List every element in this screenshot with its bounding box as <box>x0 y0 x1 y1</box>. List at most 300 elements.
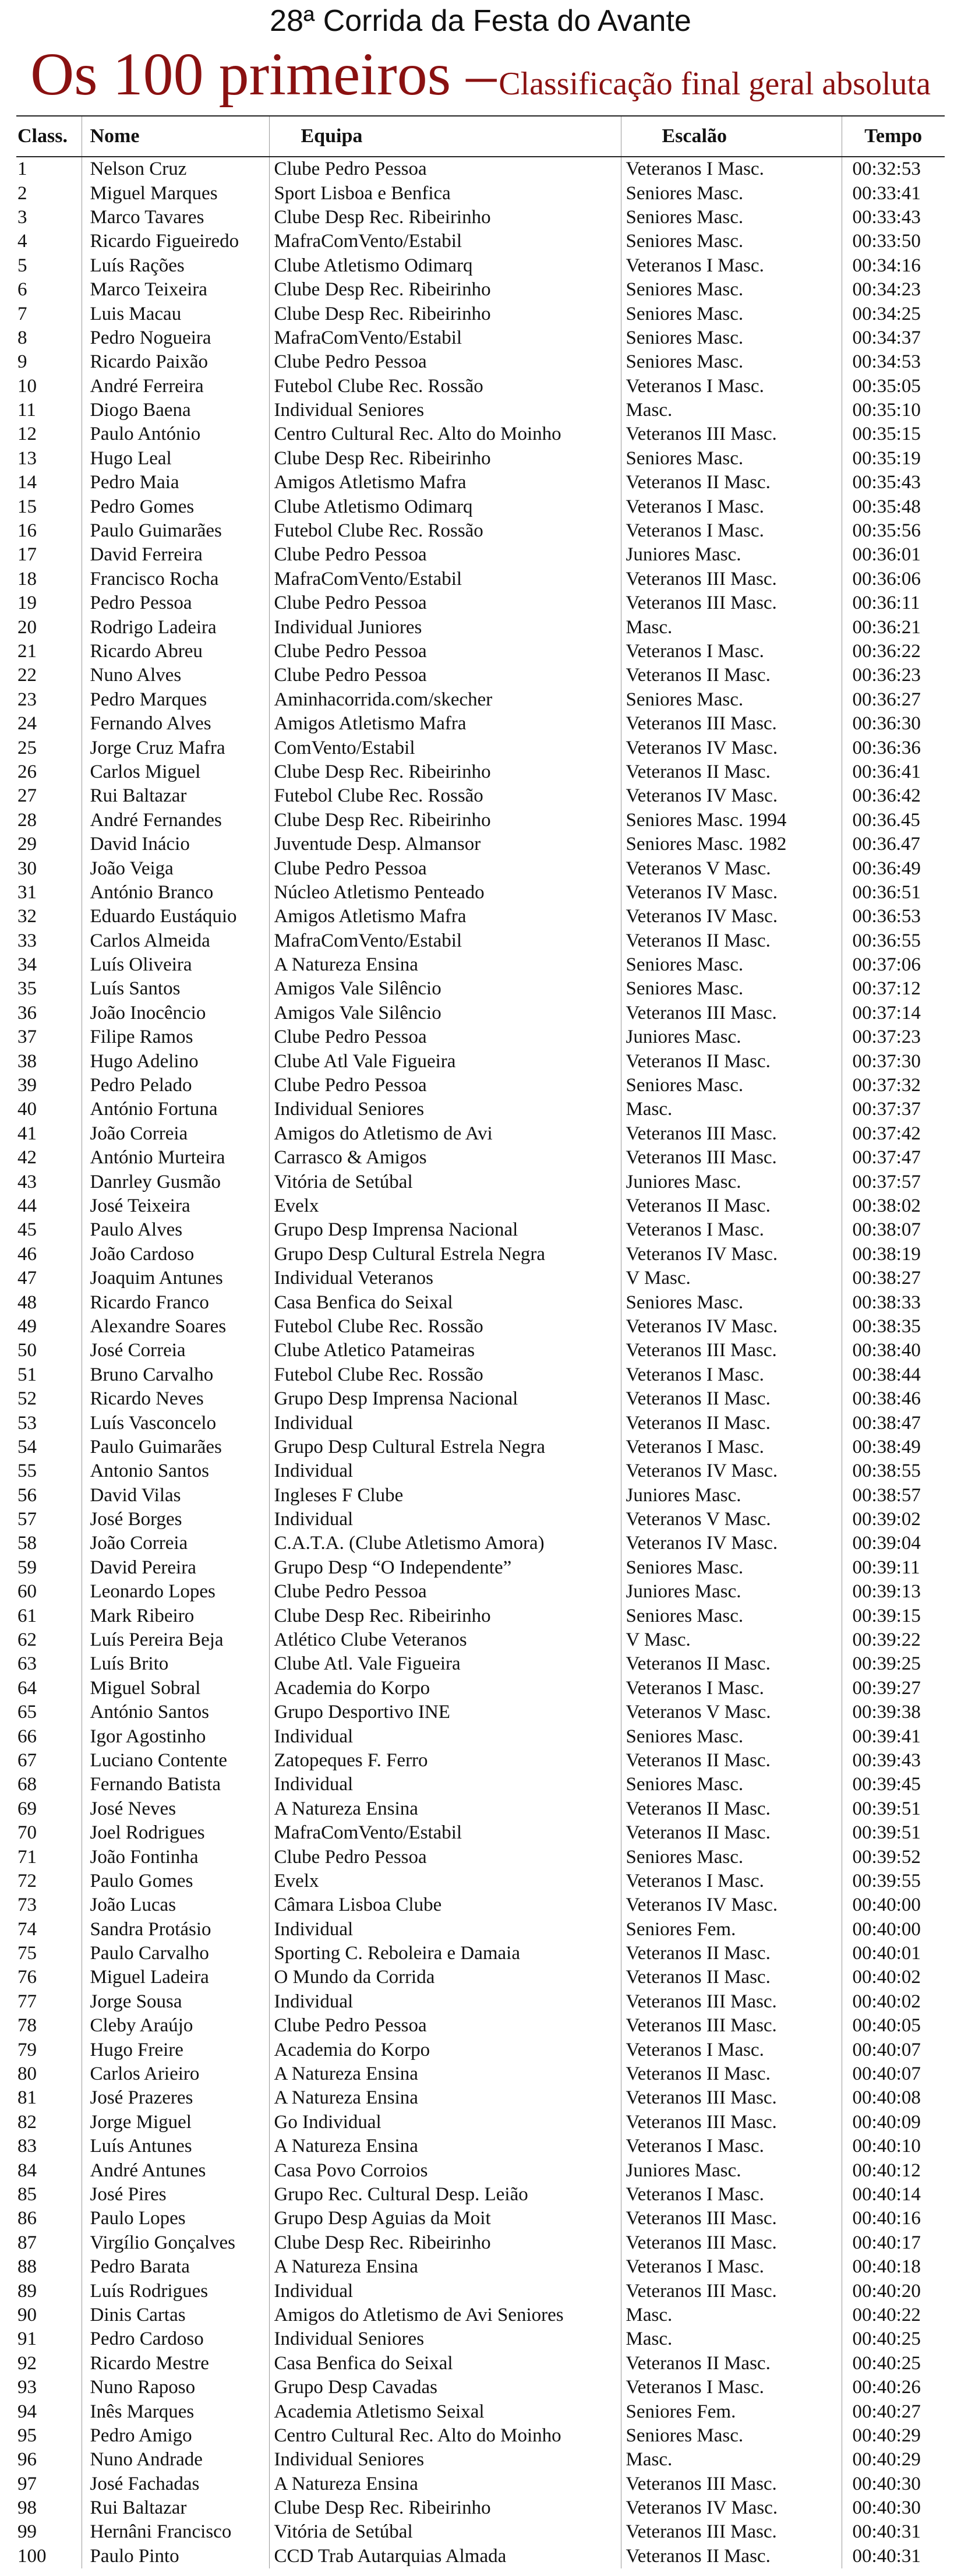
cell-category: Veteranos I Masc. <box>621 2134 842 2158</box>
cell-time: 00:39:55 <box>842 1869 945 1893</box>
cell-name: João Correia <box>82 1122 269 1146</box>
cell-category: Seniores Masc. <box>621 1074 842 1098</box>
cell-category: Veteranos IV Masc. <box>621 784 842 808</box>
table-row <box>16 2014 945 2038</box>
cell-class: 22 <box>17 665 37 686</box>
cell-class: 99 <box>17 2521 37 2543</box>
cell-time: 00:39:11 <box>842 1556 945 1580</box>
cell-class: 100 <box>17 2545 47 2567</box>
cell-time: 00:40:22 <box>842 2303 945 2327</box>
cell-name: Joaquim Antunes <box>82 1266 269 1290</box>
cell-class: 79 <box>17 2039 37 2060</box>
cell-name: José Borges <box>82 1508 269 1532</box>
cell-name: David Inácio <box>82 832 269 856</box>
cell-category: Seniores Masc. <box>621 230 842 253</box>
cell-category: Seniores Masc. <box>621 977 842 1001</box>
cell-category: Veteranos III Masc. <box>621 2520 842 2544</box>
cell-team: Clube Pedro Pessoa <box>269 591 621 615</box>
cell-time: 00:36:23 <box>842 664 945 687</box>
cell-team: MafraComVento/Estabil <box>269 230 621 253</box>
table-row <box>16 2327 945 2351</box>
table-row <box>16 881 945 905</box>
cell-time: 00:40:00 <box>842 1918 945 1942</box>
column-header-class: Class. <box>16 116 82 157</box>
cell-class: 30 <box>17 858 37 879</box>
cell-team: Clube Desp Rec. Ribeirinho <box>269 760 621 784</box>
cell-time: 00:37:57 <box>842 1170 945 1194</box>
cell-category: Veteranos I Masc. <box>621 640 842 664</box>
cell-category: Seniores Fem. <box>621 1918 842 1942</box>
cell-team: Grupo Desp “O Independente” <box>269 1556 621 1580</box>
cell-time: 00:37:12 <box>842 977 945 1001</box>
cell-class: 78 <box>17 2015 37 2037</box>
cell-name: Luís Vasconcelo <box>82 1411 269 1435</box>
cell-class: 71 <box>17 1846 37 1868</box>
cell-class: 21 <box>17 641 37 662</box>
table-row <box>16 1146 945 1170</box>
cell-team: Academia do Korpo <box>269 2038 621 2062</box>
cell-time: 00:36:42 <box>842 784 945 808</box>
cell-name: João Lucas <box>82 1893 269 1917</box>
cell-time: 00:38:19 <box>842 1243 945 1266</box>
table-row <box>16 278 945 302</box>
cell-name: Danrley Gusmão <box>82 1170 269 1194</box>
cell-team: Evelx <box>269 1194 621 1218</box>
table-row <box>16 1845 945 1869</box>
cell-name: Jorge Sousa <box>82 1990 269 2014</box>
cell-name: António Branco <box>82 881 269 905</box>
cell-class: 66 <box>17 1725 37 1747</box>
cell-time: 00:37:30 <box>842 1049 945 1073</box>
cell-time: 00:35:56 <box>842 519 945 543</box>
cell-team: CCD Trab Autarquias Almada <box>269 2545 621 2568</box>
table-row <box>16 1893 945 1917</box>
cell-name: Jorge Miguel <box>82 2111 269 2134</box>
cell-category: Seniores Masc. <box>621 278 842 302</box>
cell-class: 28 <box>17 809 37 831</box>
cell-time: 00:36:06 <box>842 567 945 591</box>
table-row <box>16 1749 945 1773</box>
cell-time: 00:40:31 <box>842 2545 945 2568</box>
table-row <box>16 1483 945 1507</box>
table-row <box>16 1508 945 1532</box>
cell-class: 89 <box>17 2280 37 2302</box>
table-row <box>16 1290 945 1314</box>
cell-class: 2 <box>17 182 27 204</box>
cell-time: 00:38:46 <box>842 1387 945 1411</box>
table-row <box>16 2207 945 2231</box>
cell-team: Amigos Vale Silêncio <box>269 1001 621 1025</box>
table-row <box>16 302 945 326</box>
cell-name: Marco Teixeira <box>82 278 269 302</box>
cell-time: 00:36:36 <box>842 736 945 760</box>
cell-class: 74 <box>17 1918 37 1940</box>
cell-time: 00:40:05 <box>842 2014 945 2038</box>
cell-class: 38 <box>17 1050 37 1072</box>
cell-category: Veteranos II Masc. <box>621 1749 842 1773</box>
table-row <box>16 2086 945 2110</box>
cell-team: Individual Veteranos <box>269 1266 621 1290</box>
cell-name: Miguel Sobral <box>82 1677 269 1700</box>
cell-name: Ricardo Paixão <box>82 350 269 374</box>
cell-name: José Teixeira <box>82 1194 269 1218</box>
cell-class: 6 <box>17 279 27 301</box>
cell-class: 17 <box>17 544 37 566</box>
cell-category: Veteranos III Masc. <box>621 1990 842 2014</box>
cell-time: 00:34:16 <box>842 254 945 278</box>
cell-name: Pedro Gomes <box>82 495 269 518</box>
cell-time: 00:39:02 <box>842 1508 945 1532</box>
cell-category: Veteranos I Masc. <box>621 157 842 181</box>
cell-time: 00:40:25 <box>842 2327 945 2351</box>
table-row <box>16 736 945 760</box>
cell-team: Clube Desp Rec. Ribeirinho <box>269 278 621 302</box>
cell-class: 84 <box>17 2159 37 2181</box>
cell-name: Luis Macau <box>82 302 269 326</box>
cell-time: 00:39:52 <box>842 1845 945 1869</box>
cell-category: Veteranos II Masc. <box>621 1797 842 1821</box>
cell-class: 20 <box>17 616 37 638</box>
cell-class: 55 <box>17 1460 37 1482</box>
cell-class: 49 <box>17 1315 37 1337</box>
cell-category: V Masc. <box>621 1628 842 1652</box>
cell-team: Zatopeques F. Ferro <box>269 1749 621 1773</box>
cell-name: Hernâni Francisco <box>82 2520 269 2544</box>
table-row <box>16 181 945 205</box>
cell-category: Masc. <box>621 2303 842 2327</box>
cell-name: Marco Tavares <box>82 206 269 230</box>
cell-class: 36 <box>17 1002 37 1024</box>
cell-team: Clube Pedro Pessoa <box>269 856 621 880</box>
cell-time: 00:33:50 <box>842 230 945 253</box>
table-row <box>16 640 945 664</box>
results-table-header <box>16 116 945 157</box>
cell-class: 43 <box>17 1171 37 1192</box>
cell-time: 00:36:30 <box>842 712 945 736</box>
cell-time: 00:40:07 <box>842 2038 945 2062</box>
cell-class: 68 <box>17 1774 37 1795</box>
cell-category: Veteranos III Masc. <box>621 567 842 591</box>
table-row <box>16 1677 945 1700</box>
cell-name: Pedro Amigo <box>82 2424 269 2448</box>
cell-name: Luís Brito <box>82 1652 269 1676</box>
cell-class: 76 <box>17 1967 37 1988</box>
cell-team: Individual <box>269 1773 621 1797</box>
cell-time: 00:37:42 <box>842 1122 945 1146</box>
table-row <box>16 1604 945 1628</box>
cell-team: MafraComVento/Estabil <box>269 567 621 591</box>
table-row <box>16 398 945 422</box>
table-row <box>16 1315 945 1339</box>
cell-team: Clube Pedro Pessoa <box>269 1025 621 1049</box>
cell-name: Joel Rodrigues <box>82 1821 269 1845</box>
cell-name: António Murteira <box>82 1146 269 1170</box>
cell-class: 37 <box>17 1026 37 1048</box>
cell-time: 00:40:29 <box>842 2448 945 2472</box>
cell-class: 3 <box>17 206 27 228</box>
cell-team: Câmara Lisboa Clube <box>269 1893 621 1917</box>
cell-team: Núcleo Atletismo Penteado <box>269 881 621 905</box>
table-row <box>16 2255 945 2279</box>
cell-name: Leonardo Lopes <box>82 1580 269 1604</box>
cell-time: 00:35:05 <box>842 375 945 398</box>
cell-category: Veteranos I Masc. <box>621 2255 842 2279</box>
cell-time: 00:40:25 <box>842 2352 945 2376</box>
cell-name: Carlos Arieiro <box>82 2062 269 2086</box>
table-row <box>16 929 945 953</box>
cell-name: Pedro Nogueira <box>82 326 269 350</box>
cell-team: A Natureza Ensina <box>269 2062 621 2086</box>
cell-category: Seniores Masc. <box>621 1773 842 1797</box>
cell-class: 91 <box>17 2328 37 2350</box>
cell-time: 00:35:48 <box>842 495 945 518</box>
cell-name: André Fernandes <box>82 809 269 832</box>
table-row <box>16 1773 945 1797</box>
cell-time: 00:38:35 <box>842 1315 945 1339</box>
cell-class: 50 <box>17 1340 37 1361</box>
cell-time: 00:38:07 <box>842 1218 945 1242</box>
cell-name: Eduardo Eustáquio <box>82 905 269 929</box>
cell-time: 00:40:18 <box>842 2255 945 2279</box>
cell-team: Individual <box>269 1724 621 1748</box>
cell-category: Masc. <box>621 2327 842 2351</box>
table-row <box>16 2183 945 2207</box>
table-row <box>16 905 945 929</box>
cell-class: 5 <box>17 255 27 276</box>
cell-name: Paulo Lopes <box>82 2207 269 2231</box>
cell-class: 88 <box>17 2256 37 2278</box>
cell-name: Ricardo Neves <box>82 1387 269 1411</box>
cell-team: MafraComVento/Estabil <box>269 1821 621 1845</box>
cell-category: Juniores Masc. <box>621 1025 842 1049</box>
cell-category: Veteranos I Masc. <box>621 519 842 543</box>
cell-name: Miguel Marques <box>82 181 269 205</box>
table-row <box>16 2134 945 2158</box>
cell-category: Veteranos IV Masc. <box>621 736 842 760</box>
table-row <box>16 2279 945 2303</box>
cell-team: Academia Atletismo Seixal <box>269 2399 621 2423</box>
cell-team: Casa Povo Corroios <box>269 2158 621 2182</box>
table-row <box>16 2376 945 2399</box>
cell-time: 00:38:55 <box>842 1459 945 1483</box>
cell-time: 00:38:02 <box>842 1194 945 1218</box>
cell-name: Paulo Carvalho <box>82 1942 269 1965</box>
cell-name: Ricardo Franco <box>82 1290 269 1314</box>
cell-time: 00:40:31 <box>842 2520 945 2544</box>
cell-team: Ingleses F Clube <box>269 1483 621 1507</box>
cell-name: David Vilas <box>82 1483 269 1507</box>
cell-name: Miguel Ladeira <box>82 1965 269 1989</box>
cell-class: 35 <box>17 978 37 1000</box>
cell-team: Individual Seniores <box>269 2448 621 2472</box>
cell-class: 9 <box>17 351 27 373</box>
table-row <box>16 615 945 639</box>
cell-team: Amigos Atletismo Mafra <box>269 905 621 929</box>
cell-class: 23 <box>17 689 37 710</box>
cell-team: ComVento/Estabil <box>269 736 621 760</box>
cell-time: 00:40:20 <box>842 2279 945 2303</box>
cell-name: Paulo Alves <box>82 1218 269 1242</box>
cell-name: David Pereira <box>82 1556 269 1580</box>
table-row <box>16 2496 945 2520</box>
cell-time: 00:40:27 <box>842 2399 945 2423</box>
cell-team: Amigos Atletismo Mafra <box>269 712 621 736</box>
cell-name: Inês Marques <box>82 2399 269 2423</box>
cell-time: 00:40:26 <box>842 2376 945 2399</box>
cell-time: 00:38:47 <box>842 1411 945 1435</box>
table-row <box>16 1122 945 1146</box>
cell-class: 31 <box>17 881 37 903</box>
cell-time: 00:35:15 <box>842 422 945 446</box>
table-row <box>16 447 945 471</box>
cell-team: Clube Desp Rec. Ribeirinho <box>269 2496 621 2520</box>
table-row <box>16 157 945 181</box>
cell-class: 39 <box>17 1075 37 1096</box>
cell-name: Ricardo Figueiredo <box>82 230 269 253</box>
cell-team: Futebol Clube Rec. Rossão <box>269 1363 621 1387</box>
cell-class: 75 <box>17 1943 37 1964</box>
cell-category: Veteranos III Masc. <box>621 2086 842 2110</box>
cell-team: Clube Atletico Patameiras <box>269 1339 621 1363</box>
cell-category: Veteranos I Masc. <box>621 254 842 278</box>
cell-team: Futebol Clube Rec. Rossão <box>269 784 621 808</box>
cell-team: Aminhacorrida.com/skecher <box>269 688 621 712</box>
cell-name: André Antunes <box>82 2158 269 2182</box>
table-row <box>16 1218 945 1242</box>
cell-team: Clube Pedro Pessoa <box>269 1845 621 1869</box>
cell-time: 00:40:16 <box>842 2207 945 2231</box>
cell-class: 32 <box>17 906 37 927</box>
cell-name: Pedro Barata <box>82 2255 269 2279</box>
cell-team: Individual <box>269 1508 621 1532</box>
cell-category: Veteranos II Masc. <box>621 1965 842 1989</box>
cell-time: 00:35:43 <box>842 471 945 495</box>
cell-category: Veteranos III Masc. <box>621 1339 842 1363</box>
cell-team: Clube Pedro Pessoa <box>269 1074 621 1098</box>
table-row <box>16 856 945 880</box>
cell-team: Sporting C. Reboleira e Damaia <box>269 1942 621 1965</box>
table-row <box>16 832 945 856</box>
cell-team: Clube Pedro Pessoa <box>269 157 621 181</box>
cell-time: 00:38:27 <box>842 1266 945 1290</box>
table-row <box>16 2472 945 2496</box>
cell-class: 47 <box>17 1268 37 1289</box>
table-row <box>16 2231 945 2255</box>
table-row <box>16 2545 945 2568</box>
cell-team: Clube Desp Rec. Ribeirinho <box>269 2231 621 2255</box>
cell-team: Juventude Desp. Almansor <box>269 832 621 856</box>
table-row <box>16 977 945 1001</box>
cell-time: 00:40:29 <box>842 2424 945 2448</box>
cell-time: 00:34:25 <box>842 302 945 326</box>
table-row <box>16 495 945 518</box>
cell-category: Veteranos I Masc. <box>621 1363 842 1387</box>
cell-team: Clube Pedro Pessoa <box>269 1580 621 1604</box>
cell-category: Veteranos II Masc. <box>621 1194 842 1218</box>
table-row <box>16 1700 945 1724</box>
cell-team: Clube Desp Rec. Ribeirinho <box>269 302 621 326</box>
table-row <box>16 1990 945 2014</box>
cell-time: 00:37:32 <box>842 1074 945 1098</box>
cell-class: 27 <box>17 785 37 807</box>
cell-team: MafraComVento/Estabil <box>269 326 621 350</box>
cell-name: André Ferreira <box>82 375 269 398</box>
table-row <box>16 1387 945 1411</box>
cell-category: Veteranos V Masc. <box>621 856 842 880</box>
cell-class: 29 <box>17 834 37 855</box>
cell-time: 00:39:45 <box>842 1773 945 1797</box>
cell-name: Antonio Santos <box>82 1459 269 1483</box>
column-header-time: Tempo <box>842 116 945 157</box>
cell-team: Evelx <box>269 1869 621 1893</box>
cell-team: O Mundo da Corrida <box>269 1965 621 1989</box>
cell-name: Pedro Cardoso <box>82 2327 269 2351</box>
cell-team: Grupo Desportivo INE <box>269 1700 621 1724</box>
column-header-category: Escalão <box>621 116 842 157</box>
table-row <box>16 1001 945 1025</box>
cell-team: Clube Pedro Pessoa <box>269 640 621 664</box>
cell-team: Casa Benfica do Seixal <box>269 1290 621 1314</box>
cell-time: 00:40:09 <box>842 2111 945 2134</box>
cell-name: José Correia <box>82 1339 269 1363</box>
cell-name: Francisco Rocha <box>82 567 269 591</box>
cell-team: Amigos Atletismo Mafra <box>269 471 621 495</box>
table-row <box>16 1170 945 1194</box>
cell-team: Futebol Clube Rec. Rossão <box>269 375 621 398</box>
table-row <box>16 422 945 446</box>
cell-category: Veteranos II Masc. <box>621 1387 842 1411</box>
table-row <box>16 2038 945 2062</box>
cell-time: 00:37:47 <box>842 1146 945 1170</box>
cell-team: Clube Desp Rec. Ribeirinho <box>269 447 621 471</box>
cell-class: 87 <box>17 2232 37 2253</box>
cell-team: Individual <box>269 1918 621 1942</box>
cell-class: 44 <box>17 1195 37 1216</box>
cell-name: João Fontinha <box>82 1845 269 1869</box>
table-row <box>16 2111 945 2134</box>
table-row <box>16 2303 945 2327</box>
cell-category: Veteranos V Masc. <box>621 1508 842 1532</box>
cell-time: 00:40:02 <box>842 1990 945 2014</box>
cell-time: 00:39:13 <box>842 1580 945 1604</box>
cell-time: 00:40:17 <box>842 2231 945 2255</box>
cell-category: Veteranos I Masc. <box>621 1435 842 1459</box>
cell-time: 00:35:10 <box>842 398 945 422</box>
cell-class: 72 <box>17 1870 37 1892</box>
cell-name: Hugo Leal <box>82 447 269 471</box>
table-row <box>16 206 945 230</box>
cell-time: 00:37:06 <box>842 953 945 977</box>
cell-team: A Natureza Ensina <box>269 2255 621 2279</box>
cell-class: 19 <box>17 592 37 614</box>
cell-team: A Natureza Ensina <box>269 1797 621 1821</box>
cell-time: 00:39:38 <box>842 1700 945 1724</box>
cell-class: 58 <box>17 1533 37 1554</box>
table-row <box>16 784 945 808</box>
cell-class: 85 <box>17 2184 37 2205</box>
results-table <box>16 115 945 2568</box>
cell-category: Veteranos II Masc. <box>621 1411 842 1435</box>
cell-category: Veteranos I Masc. <box>621 495 842 518</box>
cell-category: Seniores Masc. <box>621 181 842 205</box>
cell-team: A Natureza Ensina <box>269 2134 621 2158</box>
cell-team: C.A.T.A. (Clube Atletismo Amora) <box>269 1532 621 1555</box>
cell-name: Luís Rações <box>82 254 269 278</box>
event-title: 28ª Corrida da Festa do Avante <box>270 4 691 38</box>
cell-time: 00:37:14 <box>842 1001 945 1025</box>
cell-class: 4 <box>17 231 27 252</box>
cell-category: Veteranos II Masc. <box>621 664 842 687</box>
